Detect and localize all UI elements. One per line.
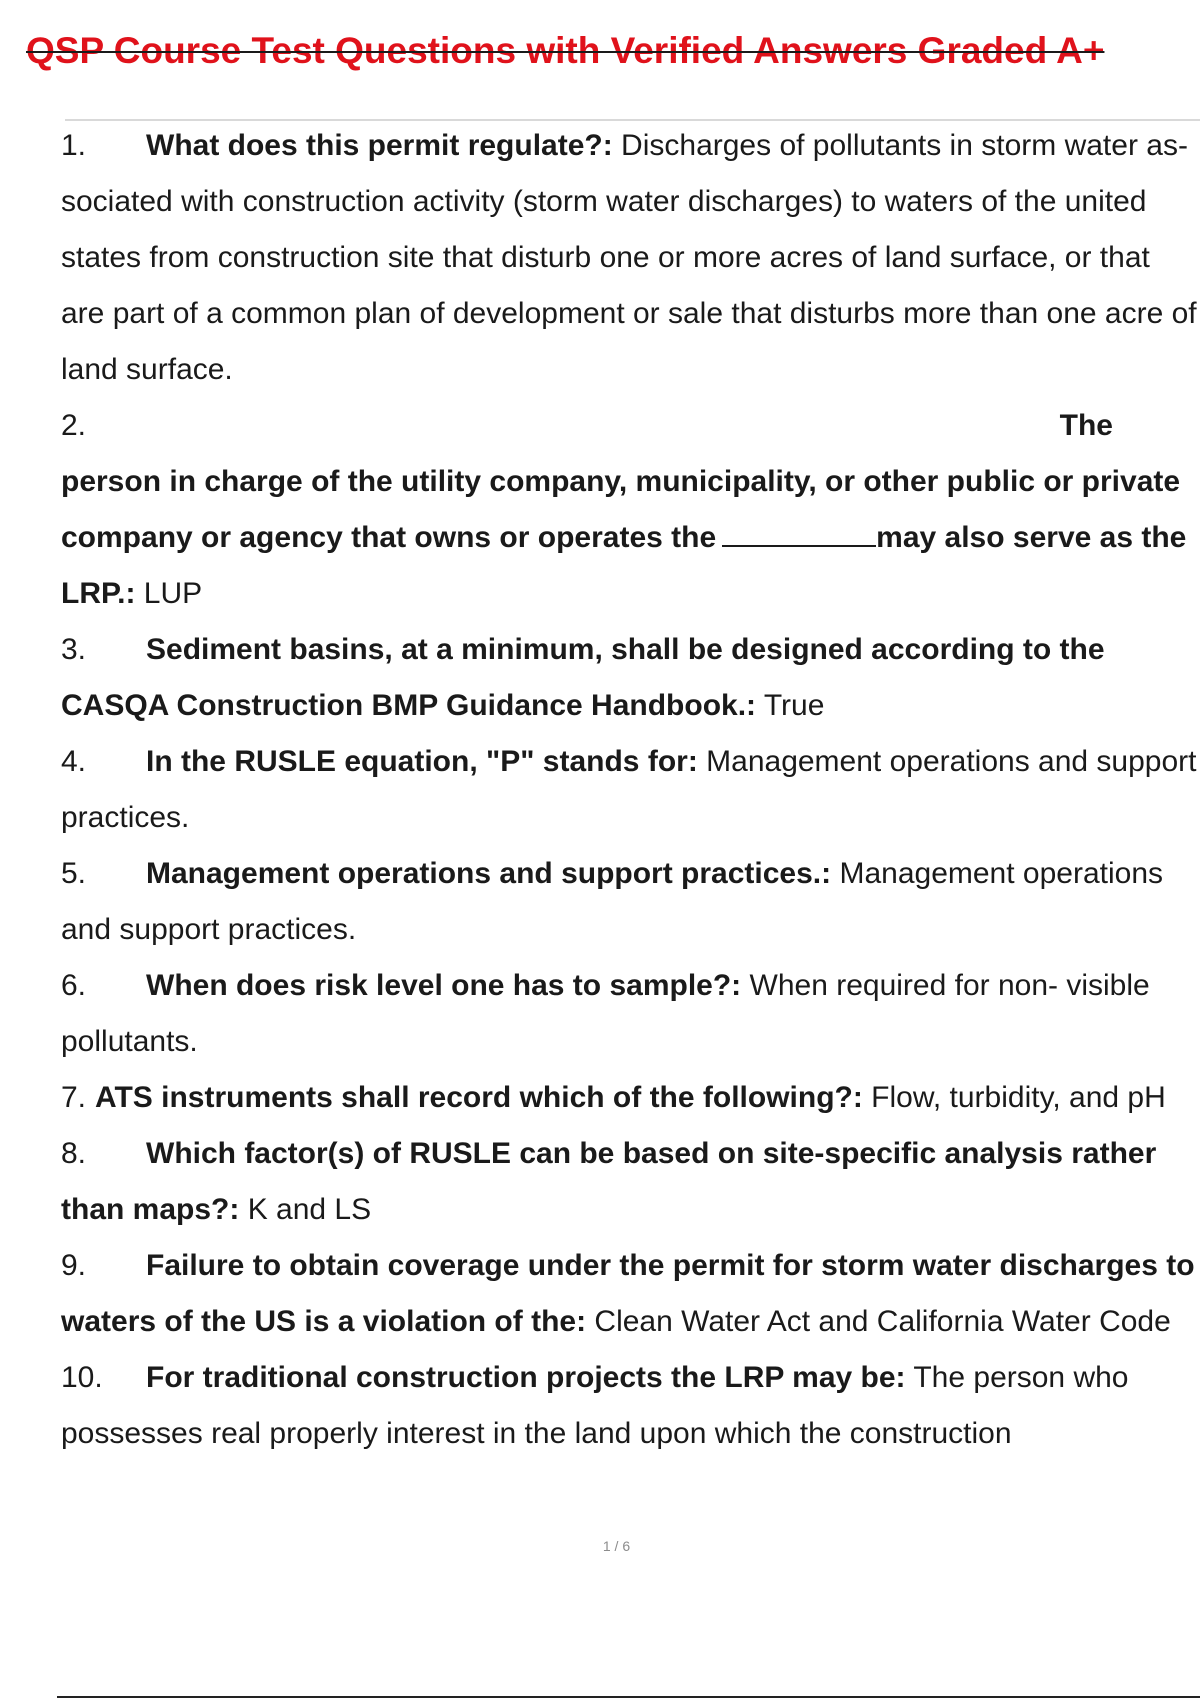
page-indicator: 1 / 6 [602,1538,631,1554]
question-number: 10. [61,1361,103,1394]
question-text: The [1059,409,1113,442]
answer-text: Discharges of pollutants in storm water as- sociated with construction activity (storm water discharges) to waters of the united states from construction site that disturb one or more acres of land surface, or that are part of a common plan of development or sale that disturbs more than one acre of land surface. [61,129,1197,386]
question-text: Which factor(s) of RUSLE can be based on site-specific analysis rather than maps?: [61,1137,1157,1226]
document-title: QSP Course Test Questions with Verified Answers Graded A+ [26,30,1105,71]
question-number: 7. [61,1081,87,1114]
question-number: 1. [61,129,87,162]
question-text: ATS instruments shall record which of the following?: [95,1081,863,1114]
question-number: 5. [61,857,87,890]
question-text: may also serve as the LRP.: [61,521,1187,610]
question-item [61,958,1200,1070]
question-text: person in charge of the utility company, municipality, or other public or private company or agency that owns or operates the [61,465,1181,554]
question-text: Management operations and support practices.: [146,857,832,890]
footer-divider [57,1696,1200,1698]
answer-text: Clean Water Act and California Water Code [586,1305,1171,1338]
answer-text: When required for non- visible pollutants. [61,969,1150,1058]
answer-text: Flow, turbidity, and pH [862,1081,1166,1114]
question-item [61,398,1200,622]
question-item [61,118,1200,398]
question-text: What does this permit regulate?: [146,129,613,162]
answer-text: True [756,689,825,722]
question-item [61,622,1200,734]
question-item [61,734,1200,846]
question-list [61,118,1200,1462]
answer-text: Management operations and support practices. [61,857,1163,946]
question-number: 4. [61,745,87,778]
question-text: Failure to obtain coverage under the permit for storm water discharges to waters of the US is a violation of the: [61,1249,1195,1338]
question-item [61,846,1200,958]
fill-in-blank [722,515,876,547]
question-item [61,1126,1200,1238]
question-text: Sediment basins, at a minimum, shall be designed according to the CASQA Construction BMP Guidance Handbook.: [61,633,1105,722]
question-number: 3. [61,633,87,666]
answer-text: LUP [135,577,203,610]
question-number: 9. [61,1249,87,1282]
question-text: In the RUSLE equation, "P" stands for: [146,745,698,778]
question-text: When does risk level one has to sample?: [146,969,742,1002]
question-text: For traditional construction projects the LRP may be: [146,1361,906,1394]
answer-text: The person who possesses real properly interest in the land upon which the construction [61,1361,1129,1450]
question-number: 8. [61,1137,87,1170]
question-item [61,1070,1200,1126]
question-item [61,1350,1200,1462]
question-item [61,1238,1200,1350]
answer-text: Management operations and support practices. [61,745,1197,834]
question-number: 6. [61,969,87,1002]
question-number: 2. [61,409,87,442]
answer-text: K and LS [239,1193,372,1226]
